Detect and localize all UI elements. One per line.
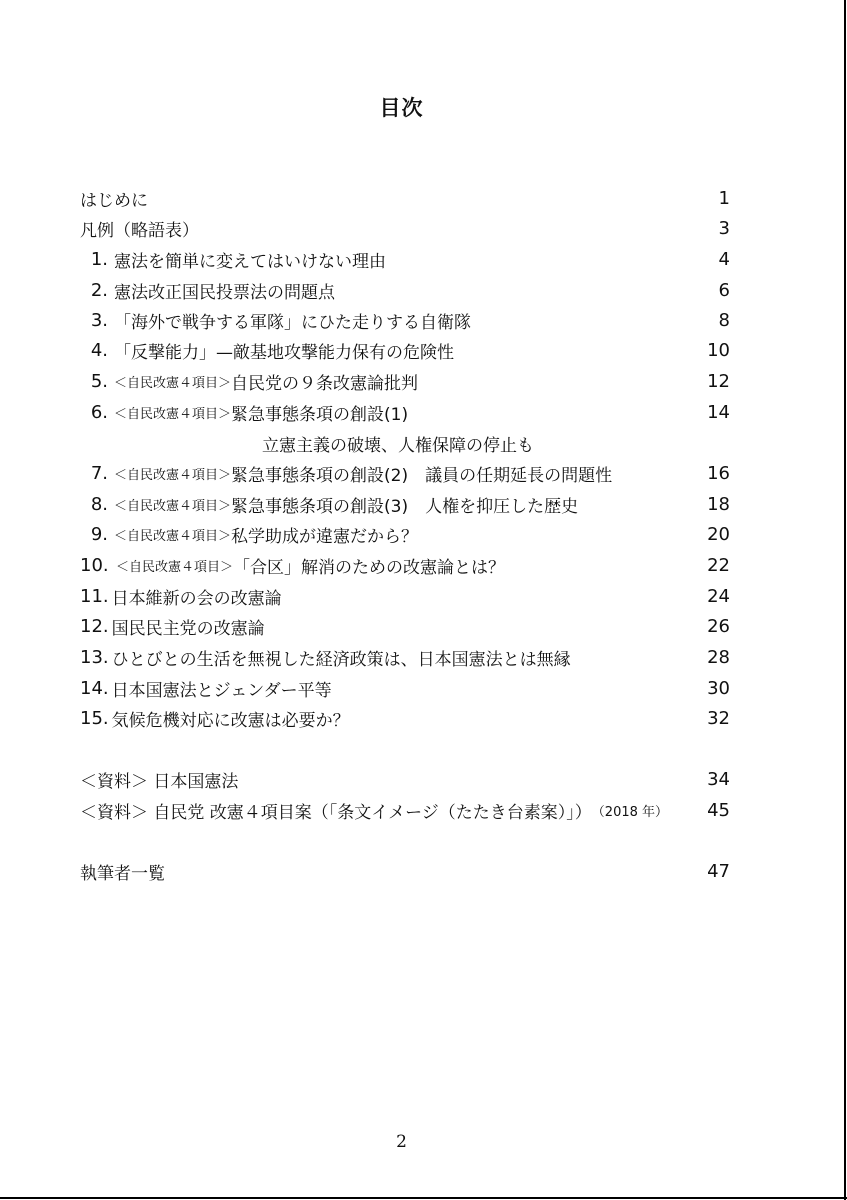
- toc-entry-5[interactable]: [80, 366, 730, 396]
- page-border-right: [844, 0, 846, 1200]
- entry-text: 憲法改正国民投票法の問題点: [114, 282, 335, 303]
- page-number: 2: [396, 1132, 407, 1152]
- toc-entry-12[interactable]: [80, 611, 730, 641]
- entry-text: 「海外で戦争する軍隊」にひた走りする自衛隊: [114, 312, 471, 333]
- entry-text: 憲法を簡単に変えてはいけない理由: [114, 251, 386, 272]
- entry-number: 2.: [90, 279, 108, 301]
- toc-appendix-ldp-draft[interactable]: [80, 795, 730, 825]
- entry-page: 47: [707, 860, 730, 882]
- entry-tag: ＜自民改憲４項目＞: [114, 375, 232, 391]
- entry-text: 緊急事態条項の創設(3) 人権を抑圧した歴史: [231, 496, 579, 517]
- toc-entry-4[interactable]: [80, 335, 730, 365]
- toc-entry-3[interactable]: [80, 305, 730, 335]
- entry-page: 4: [718, 248, 730, 270]
- entry-page: 32: [707, 707, 730, 729]
- entry-number: 11.: [80, 585, 109, 607]
- entry-page: 12: [707, 370, 730, 392]
- entry-page: 26: [707, 615, 730, 637]
- entry-page: 24: [707, 585, 730, 607]
- toc-entry-legend[interactable]: [80, 213, 730, 243]
- entry-tag: ＜自民改憲４項目＞: [114, 498, 232, 514]
- toc-entry-9[interactable]: [80, 519, 730, 549]
- entry-year: （2018 年）: [591, 804, 669, 820]
- entry-text: 緊急事態条項の創設(2) 議員の任期延長の問題性: [231, 465, 613, 486]
- toc-entry-1[interactable]: [80, 244, 730, 274]
- entry-page: 6: [718, 279, 730, 301]
- entry-page: 30: [707, 677, 730, 699]
- entry-number: 7.: [90, 462, 108, 484]
- entry-text: 自民党の９条改憲論批判: [231, 373, 419, 394]
- entry-page: 14: [707, 401, 730, 423]
- entry-number: 6.: [90, 401, 108, 423]
- entry-number: 12.: [80, 615, 109, 637]
- entry-number: 9.: [90, 523, 108, 545]
- entry-number: 5.: [90, 370, 108, 392]
- entry-text: 気候危機対応に改憲は必要か？: [111, 710, 350, 731]
- entry-text: 「合区」解消のための改憲論とは？: [233, 557, 506, 578]
- toc-entry-2[interactable]: [80, 275, 730, 305]
- entry-text: 日本維新の会の改憲論: [111, 588, 282, 609]
- toc-entry-10[interactable]: [80, 550, 730, 580]
- entry-number: 10.: [80, 554, 109, 576]
- toc-entry-6-subtitle: 立憲主義の破壊、人権保障の停止も: [262, 436, 534, 456]
- entry-page: 34: [707, 768, 730, 790]
- toc-entry-15[interactable]: [80, 703, 730, 733]
- entry-page: 8: [718, 309, 730, 331]
- page-border-bottom: [0, 1197, 847, 1199]
- toc-entry-6[interactable]: [80, 397, 730, 427]
- entry-text: 凡例（略語表）: [80, 220, 199, 241]
- toc-appendix-constitution[interactable]: [80, 764, 730, 794]
- toc-entry-authors[interactable]: [80, 856, 730, 886]
- entry-tag: ＜自民改憲４項目＞: [114, 467, 232, 483]
- toc-entry-14[interactable]: [80, 673, 730, 703]
- entry-text: 日本国憲法とジェンダー平等: [111, 680, 332, 701]
- entry-text: 「反撃能力」—敵基地攻撃能力保有の危険性: [114, 342, 454, 363]
- entry-number: 15.: [80, 707, 109, 729]
- entry-tag: ＜自民改憲４項目＞: [116, 559, 234, 575]
- entry-text: はじめに: [80, 190, 148, 211]
- entry-number: 1.: [90, 248, 108, 270]
- entry-number: 14.: [80, 677, 109, 699]
- entry-text: 執筆者一覧: [80, 863, 165, 884]
- entry-text: 緊急事態条項の創設(1): [231, 404, 409, 425]
- entry-page: 20: [707, 523, 730, 545]
- entry-tag: ＜自民改憲４項目＞: [114, 528, 232, 544]
- entry-page: 1: [718, 187, 730, 209]
- toc-entry-8[interactable]: [80, 489, 730, 519]
- toc-entry-11[interactable]: [80, 581, 730, 611]
- entry-text: ひとびとの生活を無視した経済政策は、日本国憲法とは無縁: [111, 649, 571, 670]
- toc-title: 目次: [379, 96, 424, 120]
- entry-page: 3: [718, 217, 730, 239]
- entry-text: ＜資料＞ 自民党 改憲４項目案（「条文イメージ（たたき台素案）」）: [80, 802, 592, 823]
- entry-number: 4.: [90, 339, 108, 361]
- toc-entry-intro[interactable]: [80, 183, 730, 213]
- toc-entry-13[interactable]: [80, 642, 730, 672]
- entry-text: ＜資料＞ 日本国憲法: [80, 771, 239, 792]
- entry-page: 28: [707, 646, 730, 668]
- entry-number: 3.: [90, 309, 108, 331]
- entry-page: 10: [707, 339, 730, 361]
- toc-entry-7[interactable]: [80, 458, 730, 488]
- entry-text: 私学助成が違憲だから？: [231, 526, 419, 547]
- entry-text: 国民民主党の改憲論: [111, 618, 265, 639]
- entry-number: 8.: [90, 493, 108, 515]
- entry-number: 13.: [80, 646, 109, 668]
- entry-page: 16: [707, 462, 730, 484]
- entry-page: 22: [707, 554, 730, 576]
- entry-page: 18: [707, 493, 730, 515]
- entry-tag: ＜自民改憲４項目＞: [114, 406, 232, 422]
- entry-page: 45: [707, 799, 730, 821]
